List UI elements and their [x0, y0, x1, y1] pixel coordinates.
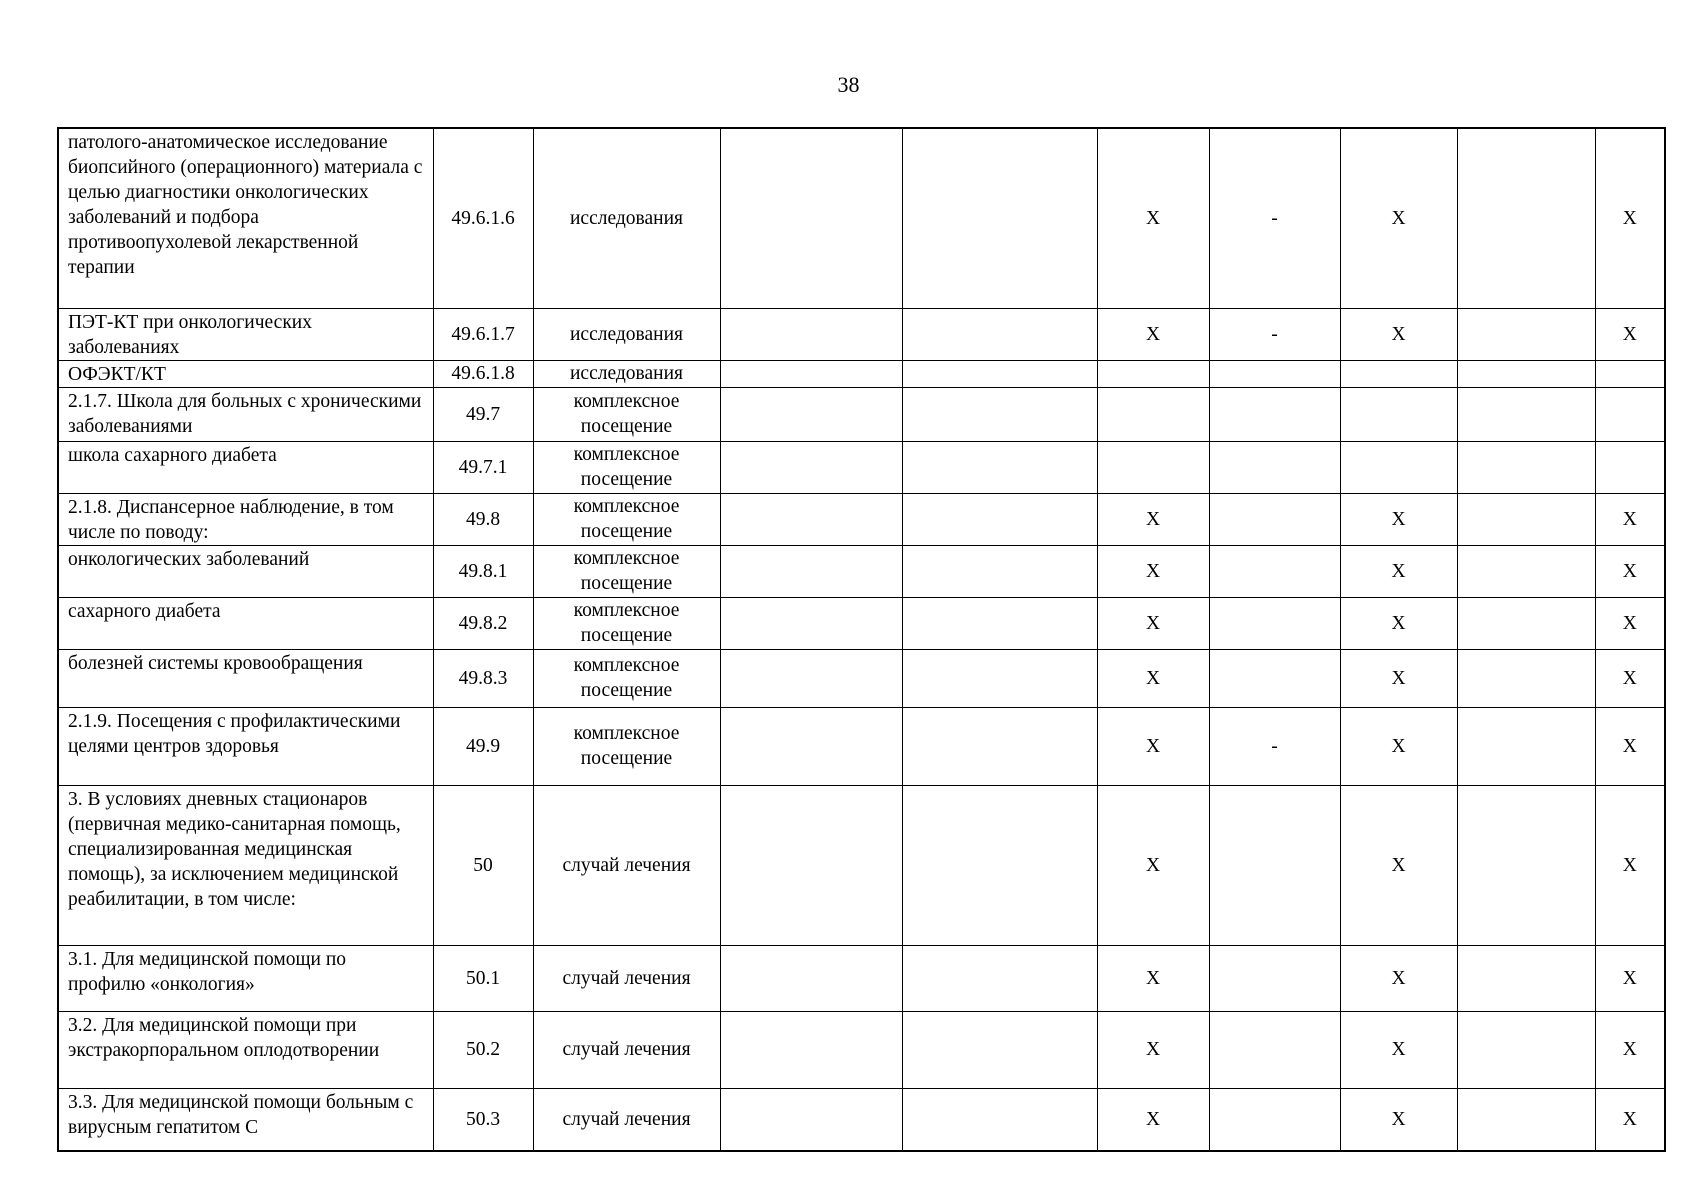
- table-row: [58, 597, 1665, 649]
- value-cell-col5: [902, 128, 1097, 308]
- value-cell-col8: X: [1340, 1088, 1457, 1151]
- value-cell-col6: X: [1097, 128, 1209, 308]
- value-cell-col6: [1097, 441, 1209, 493]
- value-cell-col5: [902, 441, 1097, 493]
- table-row: [58, 128, 1665, 308]
- value-cell-col7: [1209, 945, 1340, 1011]
- row-name-cell: ПЭТ-КТ при онкологических заболеваниях: [58, 308, 433, 360]
- value-cell-col9: [1457, 1088, 1595, 1151]
- value-cell-col7: [1209, 1011, 1340, 1088]
- value-cell-col6: X: [1097, 545, 1209, 597]
- row-name-cell: 3.2. Для медицинской помощи при экстракорпоральном оплодотворении: [58, 1011, 433, 1088]
- value-cell-col4: [720, 1011, 902, 1088]
- value-cell-col4: [720, 545, 902, 597]
- row-name-cell: школа сахарного диабета: [58, 441, 433, 493]
- value-cell-col8: X: [1340, 493, 1457, 545]
- row-unit-text: случай лечения: [562, 967, 691, 989]
- row-unit-cell: [533, 360, 720, 387]
- value-cell-col5: [902, 649, 1097, 707]
- table-row: [58, 360, 1665, 387]
- value-cell-col10: X: [1595, 1011, 1665, 1088]
- value-cell-col6: X: [1097, 785, 1209, 945]
- value-cell-col7: -: [1209, 128, 1340, 308]
- table-row: [58, 545, 1665, 597]
- value-cell-col10: X: [1595, 597, 1665, 649]
- row-unit-cell: [533, 128, 720, 308]
- value-cell-col5: [902, 493, 1097, 545]
- row-unit-text: случай лечения: [562, 1039, 691, 1060]
- value-cell-col4: [720, 785, 902, 945]
- value-cell-col8: [1340, 387, 1457, 441]
- table-row: [58, 1088, 1665, 1151]
- table-row: [58, 308, 1665, 360]
- value-cell-col7: [1209, 387, 1340, 441]
- row-unit-cell: [533, 945, 720, 1011]
- value-cell-col6: X: [1097, 945, 1209, 1011]
- row-name-cell: 3. В условиях дневных стационаров (первичная медико-санитарная помощь, специализированная медицинская помощь), за исключением медицинской реабилитации, в том числе:: [58, 785, 433, 945]
- row-code-cell: 50.2: [433, 1011, 533, 1088]
- row-unit-cell: [533, 545, 720, 597]
- row-unit-cell: [533, 649, 720, 707]
- value-cell-col6: X: [1097, 308, 1209, 360]
- value-cell-col10: X: [1595, 1088, 1665, 1151]
- value-cell-col5: [902, 597, 1097, 649]
- value-cell-col10: X: [1595, 545, 1665, 597]
- value-cell-col7: [1209, 360, 1340, 387]
- value-cell-col9: [1457, 441, 1595, 493]
- row-code-cell: 49.8: [433, 493, 533, 545]
- value-cell-col4: [720, 387, 902, 441]
- row-code-cell: 49.9: [433, 707, 533, 785]
- row-unit-cell: [533, 308, 720, 360]
- value-cell-col5: [902, 1088, 1097, 1151]
- row-name-cell: патолого-анатомическое исследование биопсийного (операционного) материала с целью диагностики онкологических заболеваний и подбора противоопухолевой лекарственной терапии: [58, 128, 433, 308]
- value-cell-col10: X: [1595, 308, 1665, 360]
- value-cell-col8: X: [1340, 597, 1457, 649]
- data-table: [57, 127, 1666, 1152]
- row-unit-text: случай лечения: [562, 854, 691, 876]
- value-cell-col4: [720, 308, 902, 360]
- value-cell-col4: [720, 493, 902, 545]
- value-cell-col9: [1457, 545, 1595, 597]
- value-cell-col10: [1595, 360, 1665, 387]
- value-cell-col5: [902, 360, 1097, 387]
- row-unit-text: исследования: [570, 363, 683, 384]
- value-cell-col4: [720, 649, 902, 707]
- row-unit-cell: [533, 785, 720, 945]
- row-code-cell: 49.8.3: [433, 649, 533, 707]
- row-code-cell: 49.6.1.8: [433, 360, 533, 387]
- row-code-cell: 49.7: [433, 387, 533, 441]
- value-cell-col9: [1457, 707, 1595, 785]
- row-unit-text: комплексное посещение: [573, 723, 680, 769]
- value-cell-col7: [1209, 493, 1340, 545]
- value-cell-col6: X: [1097, 493, 1209, 545]
- row-unit-text: случай лечения: [562, 1108, 691, 1130]
- value-cell-col8: X: [1340, 308, 1457, 360]
- row-unit-cell: [533, 441, 720, 493]
- value-cell-col10: X: [1595, 707, 1665, 785]
- row-unit-text: комплексное посещение: [573, 391, 680, 437]
- value-cell-col7: [1209, 785, 1340, 945]
- row-unit-cell: [533, 1011, 720, 1088]
- value-cell-col7: [1209, 1088, 1340, 1151]
- row-unit-text: комплексное посещение: [573, 655, 680, 701]
- table-row: [58, 945, 1665, 1011]
- table-row: [58, 707, 1665, 785]
- value-cell-col6: X: [1097, 597, 1209, 649]
- value-cell-col7: [1209, 597, 1340, 649]
- row-unit-text: комплексное посещение: [573, 600, 680, 646]
- row-code-cell: 49.6.1.7: [433, 308, 533, 360]
- row-code-cell: 49.8.1: [433, 545, 533, 597]
- table-row: [58, 493, 1665, 545]
- value-cell-col5: [902, 945, 1097, 1011]
- value-cell-col4: [720, 597, 902, 649]
- row-name-cell: 2.1.8. Диспансерное наблюдение, в том числе по поводу:: [58, 493, 433, 545]
- value-cell-col6: X: [1097, 1011, 1209, 1088]
- value-cell-col6: X: [1097, 1088, 1209, 1151]
- row-name-cell: онкологических заболеваний: [58, 545, 433, 597]
- row-code-cell: 50: [433, 785, 533, 945]
- value-cell-col9: [1457, 493, 1595, 545]
- value-cell-col5: [902, 387, 1097, 441]
- value-cell-col5: [902, 1011, 1097, 1088]
- table-body: [58, 128, 1665, 1151]
- row-code-cell: 50.1: [433, 945, 533, 1011]
- table-row: [58, 387, 1665, 441]
- value-cell-col6: X: [1097, 649, 1209, 707]
- row-code-cell: 49.6.1.6: [433, 128, 533, 308]
- value-cell-col5: [902, 785, 1097, 945]
- value-cell-col8: [1340, 441, 1457, 493]
- row-name-cell: 3.1. Для медицинской помощи по профилю «онкология»: [58, 945, 433, 1011]
- value-cell-col10: [1595, 441, 1665, 493]
- value-cell-col9: [1457, 597, 1595, 649]
- value-cell-col8: X: [1340, 785, 1457, 945]
- value-cell-col4: [720, 360, 902, 387]
- row-unit-cell: [533, 707, 720, 785]
- value-cell-col9: [1457, 1011, 1595, 1088]
- row-name-cell: сахарного диабета: [58, 597, 433, 649]
- value-cell-col5: [902, 707, 1097, 785]
- value-cell-col7: [1209, 441, 1340, 493]
- row-unit-text: исследования: [570, 323, 683, 345]
- value-cell-col9: [1457, 387, 1595, 441]
- value-cell-col10: X: [1595, 785, 1665, 945]
- value-cell-col8: X: [1340, 707, 1457, 785]
- value-cell-col4: [720, 945, 902, 1011]
- row-unit-text: комплексное посещение: [573, 444, 680, 490]
- value-cell-col6: X: [1097, 707, 1209, 785]
- row-code-cell: 49.7.1: [433, 441, 533, 493]
- value-cell-col9: [1457, 785, 1595, 945]
- row-name-cell: 3.3. Для медицинской помощи больным с вирусным гепатитом С: [58, 1088, 433, 1151]
- value-cell-col10: X: [1595, 128, 1665, 308]
- value-cell-col10: [1595, 387, 1665, 441]
- value-cell-col9: [1457, 128, 1595, 308]
- row-name-cell: 2.1.9. Посещения с профилактическими целями центров здоровья: [58, 707, 433, 785]
- value-cell-col7: -: [1209, 308, 1340, 360]
- value-cell-col8: X: [1340, 545, 1457, 597]
- value-cell-col6: [1097, 387, 1209, 441]
- row-unit-text: комплексное посещение: [573, 496, 680, 542]
- value-cell-col4: [720, 1088, 902, 1151]
- table-row: [58, 441, 1665, 493]
- row-name-cell: 2.1.7. Школа для больных с хроническими заболеваниями: [58, 387, 433, 441]
- row-unit-cell: [533, 1088, 720, 1151]
- row-name-cell: ОФЭКТ/КТ: [58, 360, 433, 387]
- row-unit-cell: [533, 597, 720, 649]
- row-unit-text: исследования: [570, 207, 683, 229]
- value-cell-col8: X: [1340, 1011, 1457, 1088]
- value-cell-col10: X: [1595, 649, 1665, 707]
- value-cell-col8: X: [1340, 945, 1457, 1011]
- table-row: [58, 649, 1665, 707]
- row-unit-cell: [533, 493, 720, 545]
- value-cell-col7: [1209, 649, 1340, 707]
- value-cell-col5: [902, 545, 1097, 597]
- value-cell-col8: X: [1340, 649, 1457, 707]
- value-cell-col7: -: [1209, 707, 1340, 785]
- value-cell-col10: X: [1595, 493, 1665, 545]
- value-cell-col9: [1457, 308, 1595, 360]
- page-number: 38: [837, 72, 860, 97]
- row-unit-text: комплексное посещение: [573, 548, 680, 594]
- value-cell-col10: X: [1595, 945, 1665, 1011]
- value-cell-col7: [1209, 545, 1340, 597]
- value-cell-col4: [720, 441, 902, 493]
- row-code-cell: 49.8.2: [433, 597, 533, 649]
- value-cell-col9: [1457, 945, 1595, 1011]
- row-unit-cell: [533, 387, 720, 441]
- row-code-cell: 50.3: [433, 1088, 533, 1151]
- value-cell-col8: [1340, 360, 1457, 387]
- table-row: [58, 785, 1665, 945]
- row-name-cell: болезней системы кровообращения: [58, 649, 433, 707]
- value-cell-col4: [720, 128, 902, 308]
- value-cell-col6: [1097, 360, 1209, 387]
- value-cell-col9: [1457, 649, 1595, 707]
- value-cell-col8: X: [1340, 128, 1457, 308]
- table-row: [58, 1011, 1665, 1088]
- value-cell-col9: [1457, 360, 1595, 387]
- value-cell-col5: [902, 308, 1097, 360]
- value-cell-col4: [720, 707, 902, 785]
